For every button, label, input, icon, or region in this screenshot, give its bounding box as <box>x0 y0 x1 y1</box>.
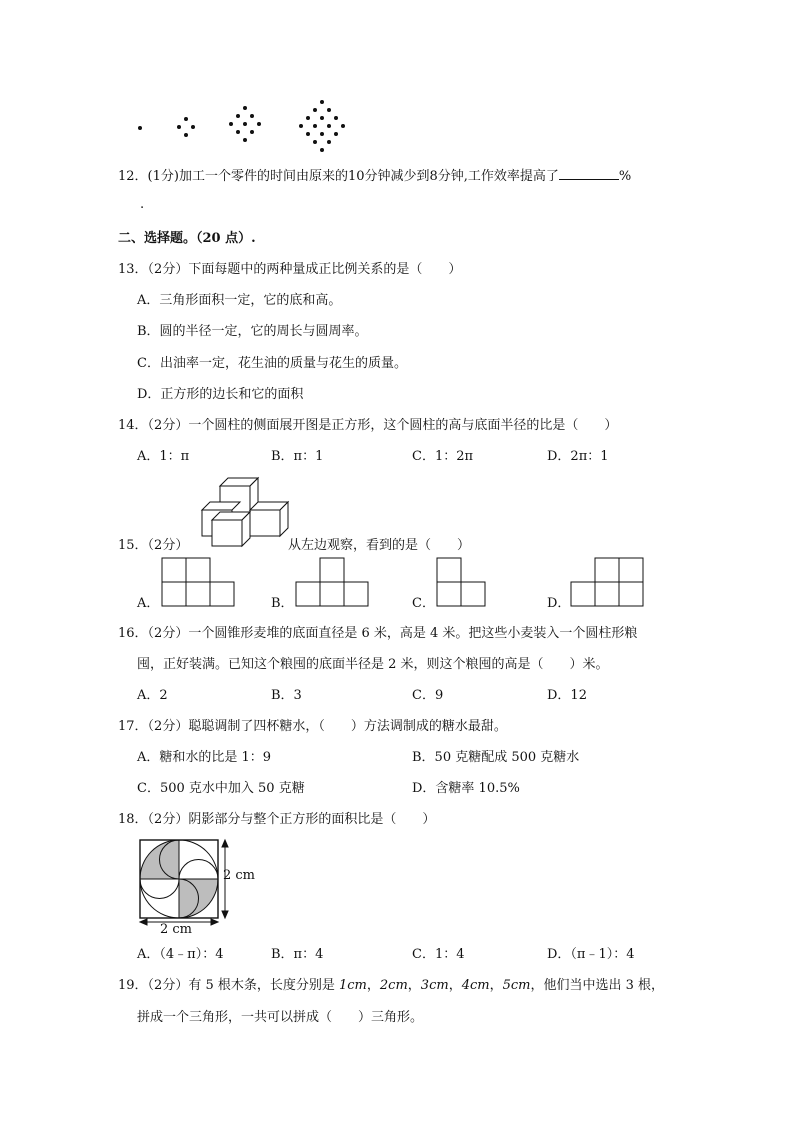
question-15-option-a-label: A． <box>137 596 160 611</box>
pattern-dot <box>250 130 254 134</box>
question-15-option-c-label: C． <box>412 596 435 611</box>
pattern-dot <box>320 132 324 136</box>
dimension-label-bottom: 2 cm <box>160 922 193 937</box>
question-12-text: 12．(1分)加工一个零件的时间由原来的10分钟减少到8分钟,工作效率提高了 <box>118 169 559 184</box>
question-12-trailing-dot: . <box>140 197 145 212</box>
question-13-option-b: B．圆的半径一定，它的周长与圆周率。 <box>137 324 368 339</box>
separator: ， <box>448 978 462 993</box>
length-value: 4cm <box>461 978 490 993</box>
pattern-dot <box>327 124 331 128</box>
pattern-dot <box>306 132 310 136</box>
question-17-stem: 17．（2分）聪聪调制了四杯糖水，（ ）方法调制成的糖水最甜。 <box>118 719 507 734</box>
question-13-option-d: D．正方形的边长和它的面积 <box>137 387 304 402</box>
question-17-option-d: D．含糖率 10.5% <box>412 781 520 796</box>
pattern-dot <box>243 122 247 126</box>
option-c-view-figure <box>437 558 485 606</box>
question-12-suffix: % <box>618 169 632 184</box>
question-14-stem: 14．（2分）一个圆柱的侧面展开图是正方形，这个圆柱的高与底面半径的比是（ ） <box>118 418 618 433</box>
question-15-option-b-label: B． <box>271 596 294 611</box>
separator: ， <box>407 978 421 993</box>
pattern-dot <box>250 114 254 118</box>
length-value: 2cm <box>379 978 408 993</box>
question-13-option-c: C．出油率一定，花生油的质量与花生的质量。 <box>137 356 407 371</box>
question-18-option-c: C．1：4 <box>412 947 465 962</box>
question-19-text-b: ，他们当中选出 3 根， <box>530 978 665 993</box>
question-16-line2: 囤，正好装满。已知这个粮囤的底面半径是 2 米，则这个粮囤的高是（ ）米。 <box>137 657 609 672</box>
question-17-option-b: B．50 克糖配成 500 克糖水 <box>412 750 580 765</box>
pattern-dot <box>257 122 261 126</box>
pattern-dot <box>313 108 317 112</box>
pattern-dot <box>177 125 181 129</box>
question-16-option-d: D．12 <box>547 688 587 703</box>
question-16-line1: 16．（2分）一个圆锥形麦堆的底面直径是 6 米，高是 4 米。把这些小麦装入一个圆柱形粮 <box>118 626 638 641</box>
pattern-dot <box>327 140 331 144</box>
pattern-dot <box>334 132 338 136</box>
question-16-option-b: B．3 <box>271 688 302 703</box>
section-title: 二、选择题。（20 点）. <box>118 231 256 246</box>
question-13-stem: 13．（2分）下面每题中的两种量成正比例关系的是（ ） <box>118 262 462 277</box>
question-16-option-c: C．9 <box>412 688 444 703</box>
length-value: 5cm <box>502 978 531 993</box>
question-18-stem: 18．（2分）阴影部分与整个正方形的面积比是（ ） <box>118 812 436 827</box>
question-19-line1 <box>118 977 664 995</box>
question-15-prefix: 15．（2分） <box>118 538 189 553</box>
pattern-dot <box>341 124 345 128</box>
pattern-dot <box>306 116 310 120</box>
pattern-dot <box>334 116 338 120</box>
pinwheel-square-figure <box>134 834 264 936</box>
pattern-dot <box>236 130 240 134</box>
pattern-dot <box>313 124 317 128</box>
pattern-dot <box>327 108 331 112</box>
question-16-option-a: A．2 <box>137 688 168 703</box>
question-14-option-a: A．1：π <box>137 449 190 464</box>
question-15-option-d-label: D． <box>547 596 571 611</box>
question-13-option-a: A．三角形面积一定，它的底和高。 <box>137 293 342 308</box>
option-a-view-figure <box>162 558 234 606</box>
question-17-option-a: A．糖和水的比是 1：9 <box>137 750 272 765</box>
pattern-dot <box>299 124 303 128</box>
pattern-dot <box>138 126 142 130</box>
dimension-label-right: 2 cm <box>223 868 256 883</box>
question-14-option-d: D．2π：1 <box>547 449 609 464</box>
pattern-dot <box>243 138 247 142</box>
separator: ， <box>489 978 503 993</box>
pattern-dot <box>320 116 324 120</box>
answer-blank <box>559 166 619 180</box>
question-18-option-d: D．（π﹣1）：4 <box>547 947 635 962</box>
cube-stack-figure <box>200 470 290 550</box>
length-value: 3cm <box>420 978 449 993</box>
pattern-dot <box>191 125 195 129</box>
pattern-dot <box>184 117 188 121</box>
question-17-option-c: C．500 克水中加入 50 克糖 <box>137 781 305 796</box>
length-value: 1cm <box>338 978 367 993</box>
question-14-option-b: B．π：1 <box>271 449 324 464</box>
option-d-view-figure <box>571 558 643 606</box>
pattern-dot <box>320 100 324 104</box>
question-19-line2: 拼成一个三角形，一共可以拼成（ ）三角形。 <box>137 1010 424 1025</box>
pattern-dot <box>243 106 247 110</box>
question-18-option-b: B．π：4 <box>271 947 324 962</box>
pattern-dot <box>320 148 324 152</box>
question-15-suffix: 从左边观察，看到的是（ ） <box>288 538 471 553</box>
option-b-view-figure <box>296 558 368 606</box>
pattern-dot <box>184 133 188 137</box>
pattern-dot <box>229 122 233 126</box>
question-12 <box>118 166 631 186</box>
question-19-text-a: 19．（2分）有 5 根木条，长度分别是 <box>118 978 339 993</box>
separator: ， <box>366 978 380 993</box>
pattern-dot <box>236 114 240 118</box>
question-18-option-a: A．（4﹣π）：4 <box>137 947 224 962</box>
pattern-dot <box>313 140 317 144</box>
question-14-option-c: C．1：2π <box>412 449 474 464</box>
